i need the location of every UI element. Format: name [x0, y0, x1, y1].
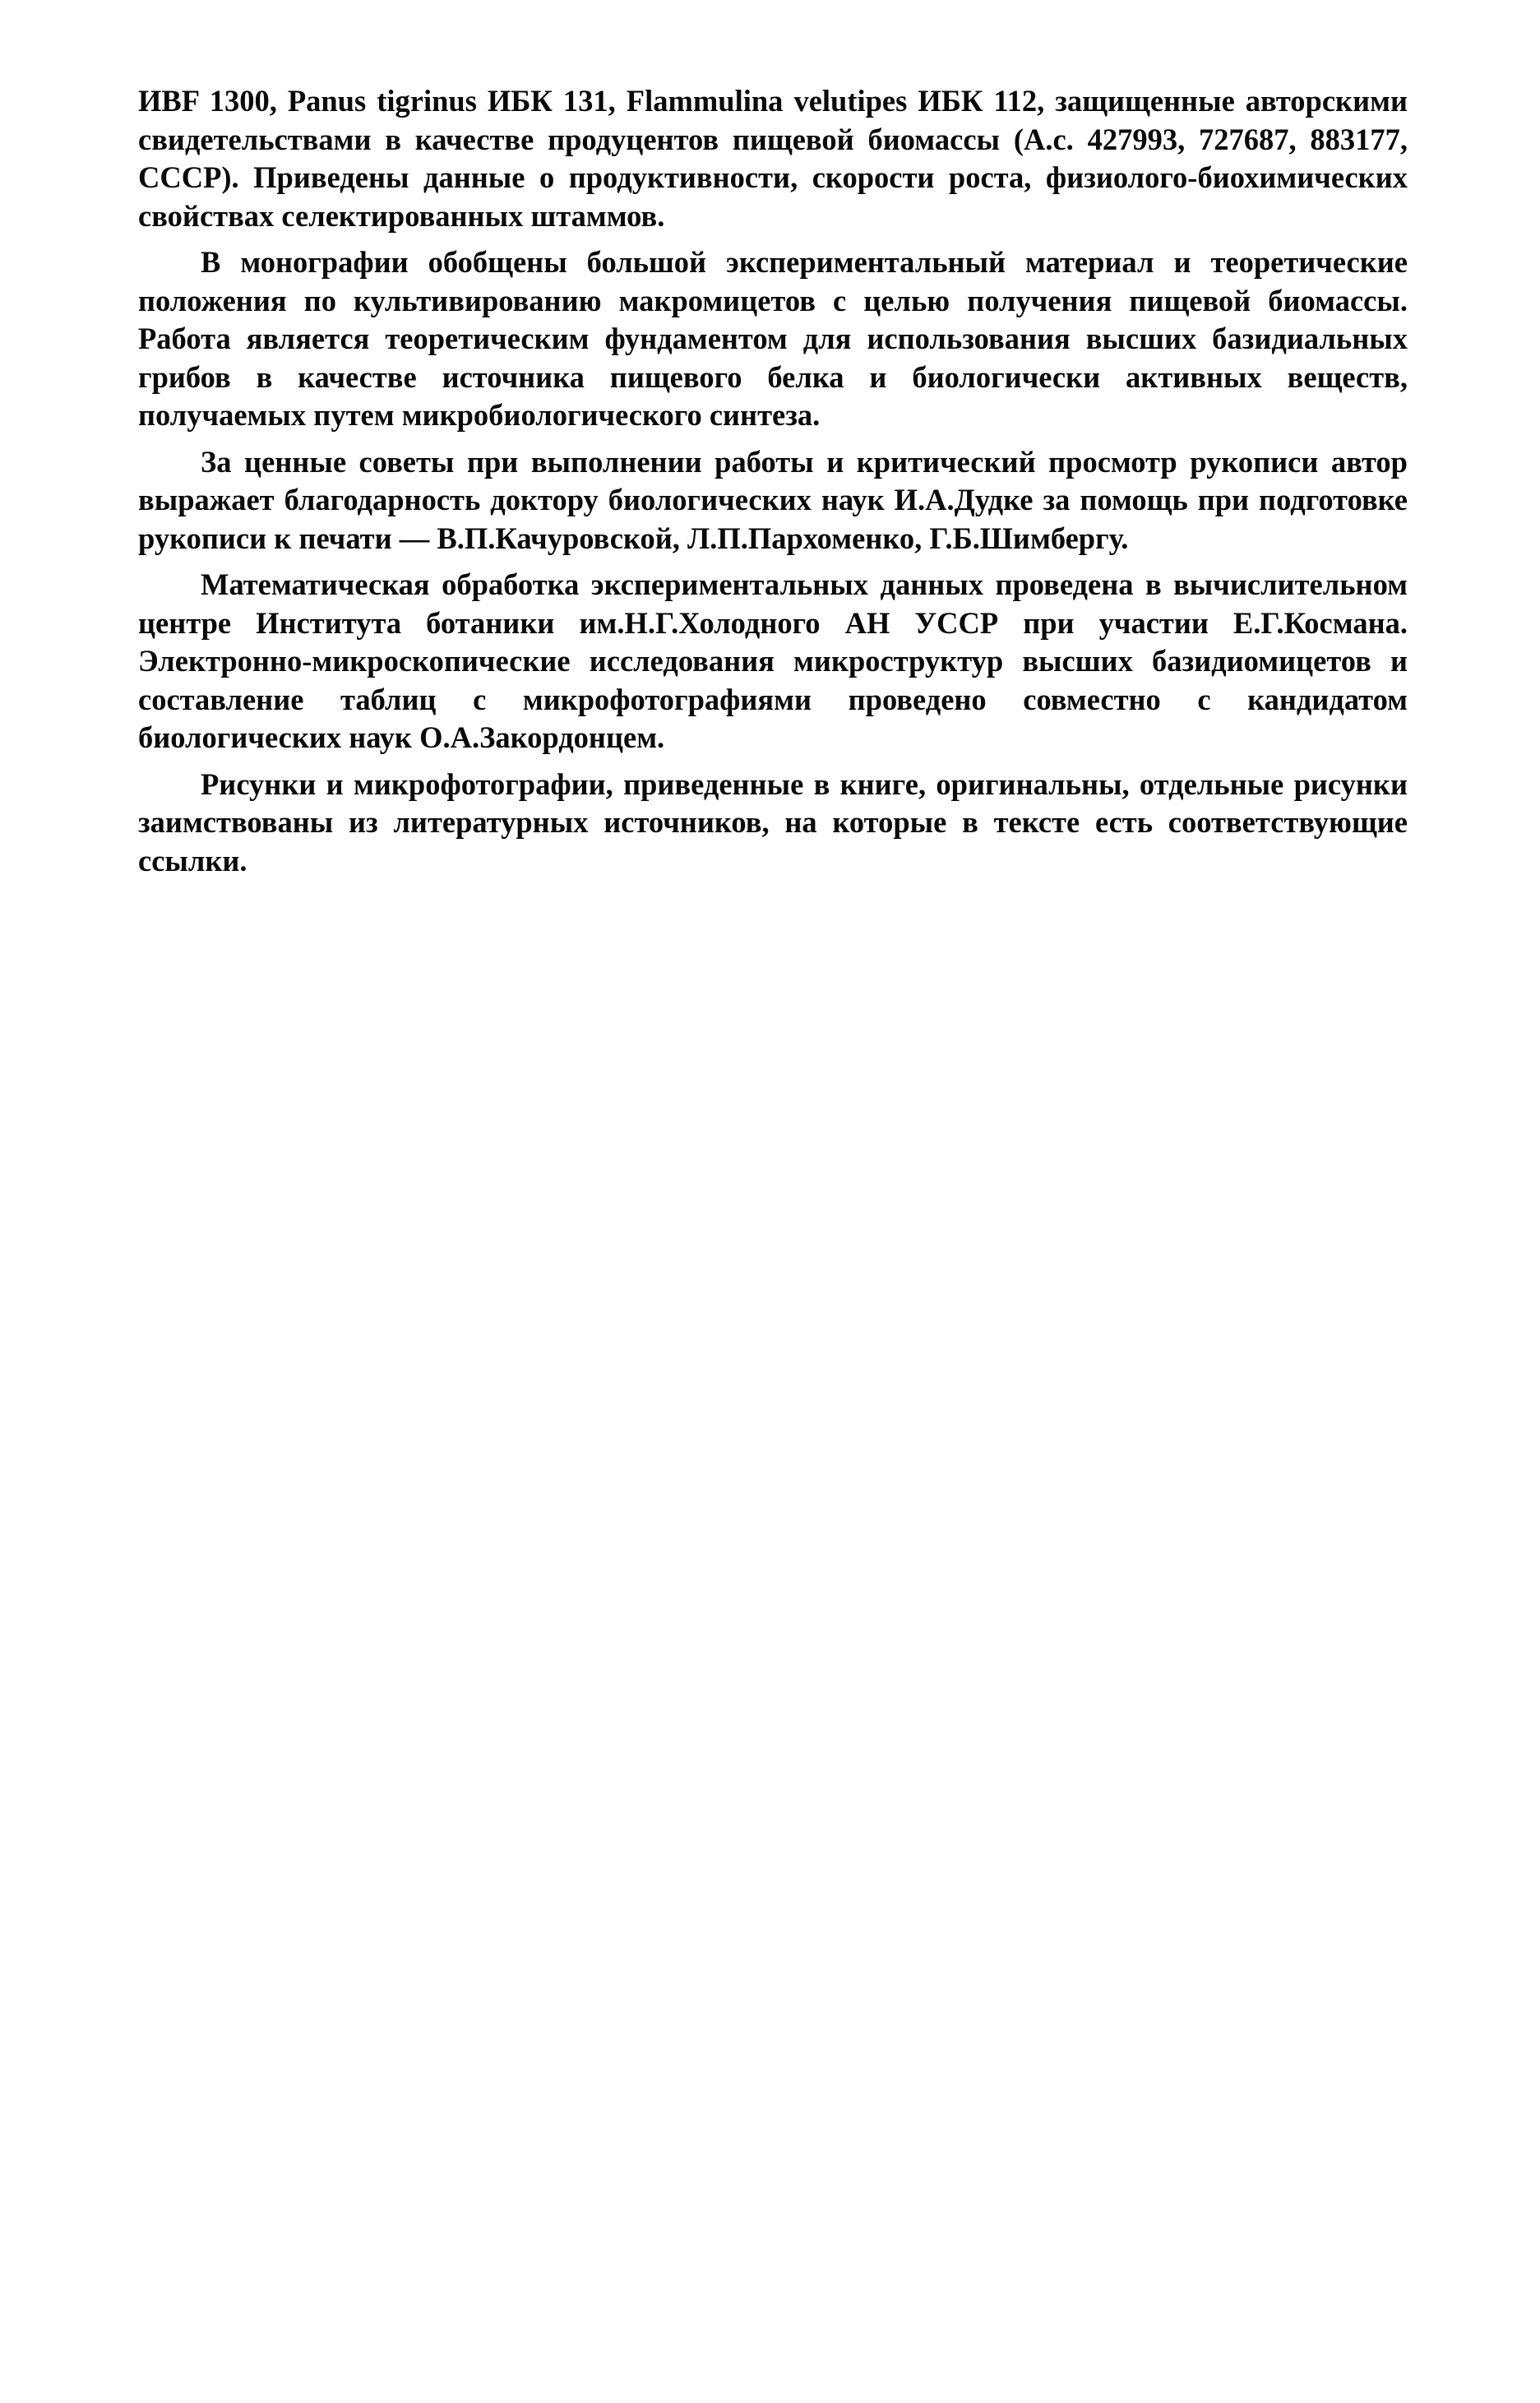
paragraph-monograph-summary: В монографии обобщены большой экспериментальный материал и теоретические положения по культивированию макромицетов с целью получения пищевой биомассы. Работа является теоретическим фундаментом для использования высших базидиальных грибов в качестве источника пищевого белка и биологически активных веществ, получаемых путем микробиологического синтеза. [138, 245, 1408, 432]
paragraph-continued-strains: ИBF 1300, Panus tigrinus ИБК 131, Flammulina velutipes ИБК 112, защищенные авторскими свидетельствами в качестве продуцентов пищевой биомассы (А.с. 427993, 727687, 883177, СССР). Приведены данные о продуктивности, скорости роста, физиолого-биохимических свойствах селектированных штаммов. [138, 84, 1408, 233]
document-page [138, 82, 1408, 888]
paragraph-math-processing: Математическая обработка экспериментальных данных проведена в вычислительном центре Института ботаники им.Н.Г.Холодного АН УССР при участии Е.Г.Космана. Электронно-микроскопические исследования микроструктур высших базидиомицетов и составление таблиц с микрофотографиями проведено совместно с кандидатом биологических наук О.А.Закордонцем. [138, 567, 1408, 754]
paragraph-figures-note: Рисунки и микрофотографии, приведенные в книге, оригинальны, отдельные рисунки заимствованы из литературных источников, на которые в тексте есть соответствующие ссылки. [138, 766, 1408, 877]
paragraph-acknowledgements: За ценные советы при выполнении работы и критический просмотр рукописи автор выражает благодарность доктору биологических наук И.А.Дудке за помощь при подготовке рукописи к печати — В.П.Качуровской, Л.П.Пархоменко, Г.Б.Шимбергу. [138, 444, 1408, 555]
